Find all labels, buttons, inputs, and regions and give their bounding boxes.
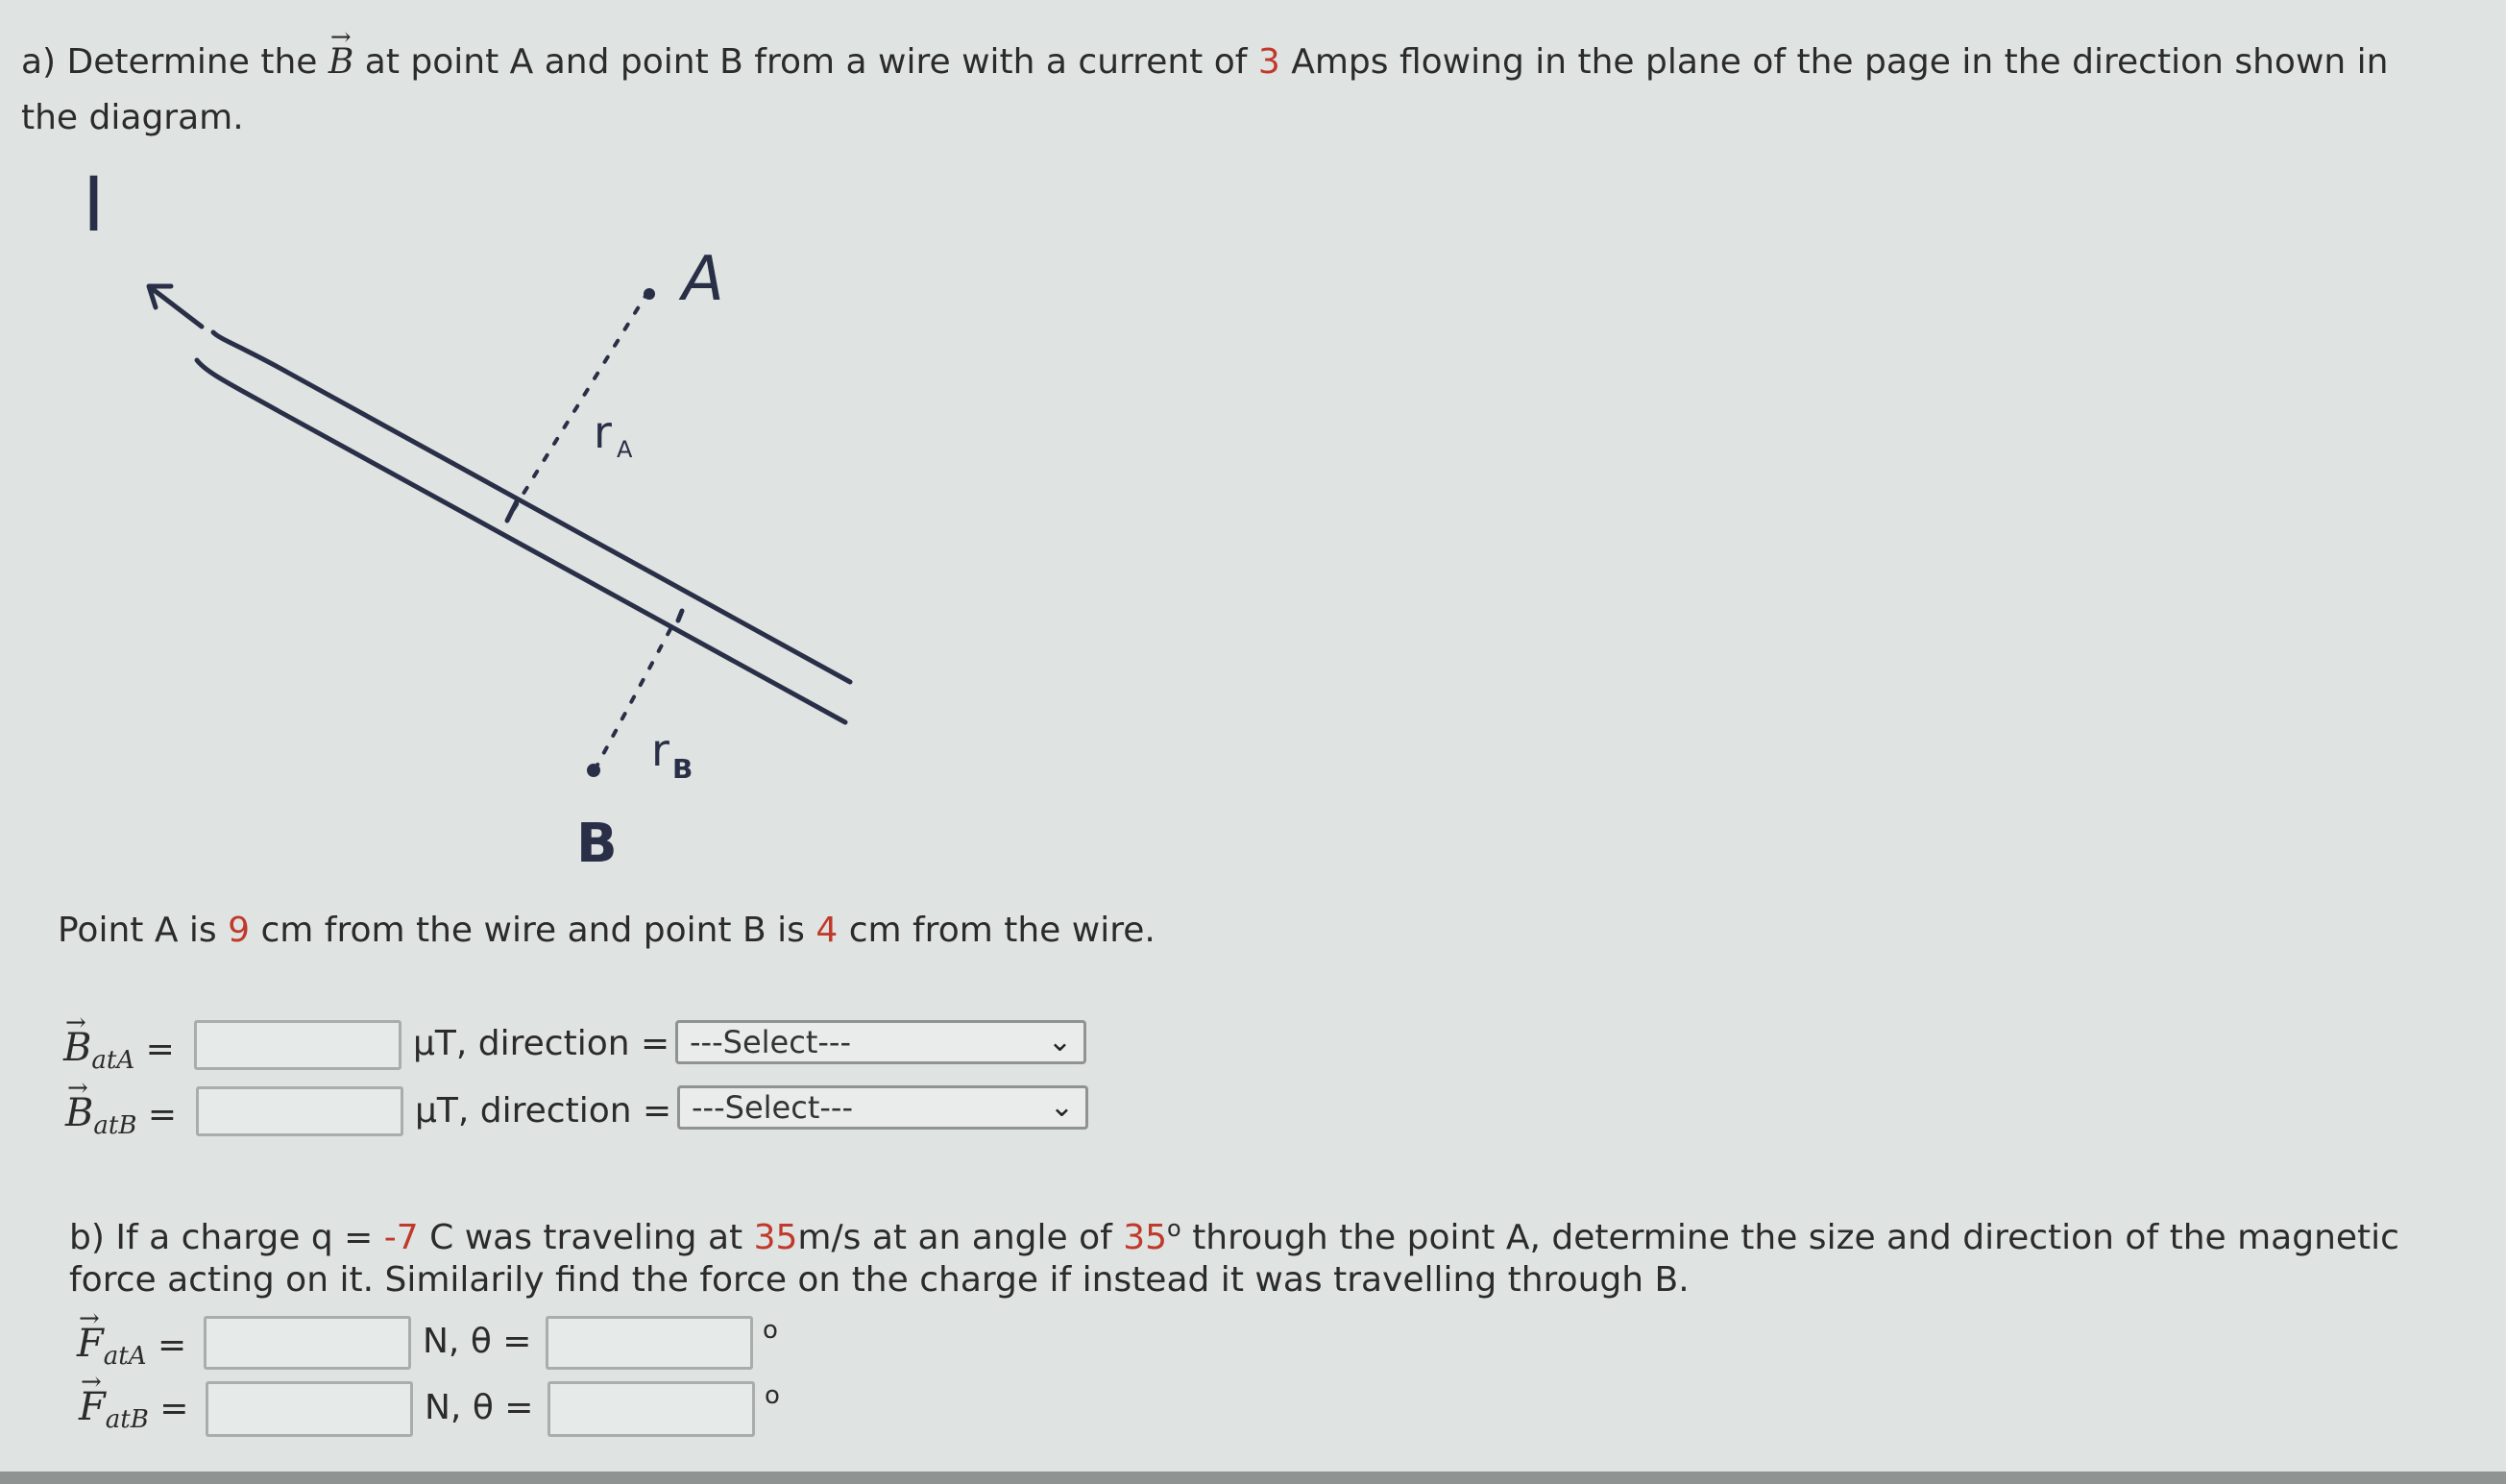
b-vector-symbol: → B bbox=[328, 35, 353, 90]
f-at-b-symbol: → F bbox=[79, 1379, 106, 1435]
f-at-b-degree-symbol: o bbox=[765, 1381, 780, 1410]
distances-mid: cm from the wire and point B is bbox=[260, 911, 805, 950]
b-at-b-symbol: → B bbox=[65, 1085, 93, 1141]
point-b-dot bbox=[587, 764, 600, 777]
f-at-a-unit: N, θ = bbox=[423, 1322, 532, 1361]
f-at-b-magnitude-input[interactable] bbox=[206, 1381, 413, 1437]
f-at-b-unit: N, θ = bbox=[425, 1388, 534, 1427]
question-a-intro: a) Determine the bbox=[21, 42, 318, 82]
f-at-a-degree-symbol: o bbox=[763, 1316, 778, 1345]
b-at-a-direction-select[interactable] bbox=[675, 1020, 1086, 1064]
point-a-dot bbox=[644, 288, 655, 300]
b-at-b-subscript: atB bbox=[93, 1111, 137, 1140]
chevron-down-icon: ⌄ bbox=[1047, 1025, 1072, 1058]
f-at-a-symbol: → F bbox=[77, 1316, 104, 1372]
question-a-rest: Amps flowing in the plane of the page in the direction shown in bbox=[1291, 42, 2389, 82]
question-a bbox=[21, 35, 2480, 90]
b-at-a-subscript: atA bbox=[91, 1046, 135, 1075]
f-at-a-equals: = bbox=[157, 1326, 187, 1365]
f-at-b-label bbox=[79, 1379, 188, 1448]
question-b-intro: b) If a charge q = bbox=[69, 1218, 374, 1257]
f-at-b-subscript: atB bbox=[105, 1405, 149, 1434]
speed-value: 35 bbox=[753, 1218, 798, 1257]
distance-a-value: 9 bbox=[228, 911, 251, 950]
ra-label: r bbox=[594, 406, 612, 458]
question-b-p3: m/s at an angle of bbox=[797, 1218, 1112, 1257]
current-arrow bbox=[149, 286, 202, 327]
current-label: I bbox=[83, 163, 106, 249]
distances-sentence bbox=[58, 903, 1156, 959]
b-at-b-unit: μT, direction = bbox=[415, 1091, 672, 1131]
question-b-p4: through the point A, determine the size and direction of the magnetic bbox=[1192, 1218, 2399, 1257]
point-a-label: A bbox=[682, 244, 724, 315]
b-at-a-unit: μT, direction = bbox=[413, 1024, 670, 1063]
question-b-p2: C was traveling at bbox=[429, 1218, 743, 1257]
f-at-b-equals: = bbox=[159, 1389, 189, 1428]
rb-label: r bbox=[651, 724, 669, 776]
f-at-b-angle-input[interactable] bbox=[547, 1381, 755, 1437]
wire-upper-stroke bbox=[213, 332, 850, 682]
b-at-b-direction-select[interactable] bbox=[677, 1085, 1088, 1130]
page-bottom-edge bbox=[0, 1472, 2506, 1484]
wire-lower-stroke bbox=[197, 360, 845, 722]
b-at-a-input[interactable] bbox=[194, 1020, 401, 1070]
question-a-line2: the diagram. bbox=[21, 98, 244, 137]
charge-value: -7 bbox=[383, 1218, 419, 1257]
question-b-line2: force acting on it. Similarily find the force on the charge if instead it was travelling through B. bbox=[69, 1260, 1690, 1300]
rb-tick bbox=[678, 611, 682, 620]
b-at-b-input[interactable] bbox=[196, 1086, 403, 1136]
b-at-a-select-value: ---Select--- bbox=[690, 1024, 851, 1060]
angle-degree-symbol: o bbox=[1167, 1215, 1181, 1242]
ra-dotted-line bbox=[514, 296, 645, 509]
b-at-b-label bbox=[65, 1085, 177, 1154]
f-at-a-subscript: atA bbox=[103, 1342, 147, 1371]
rb-subscript: B bbox=[672, 753, 693, 785]
angle-value: 35 bbox=[1123, 1218, 1168, 1257]
distances-pre: Point A is bbox=[58, 911, 217, 950]
b-at-a-symbol: → B bbox=[63, 1020, 91, 1076]
f-at-a-magnitude-input[interactable] bbox=[204, 1316, 411, 1370]
f-at-a-angle-input[interactable] bbox=[546, 1316, 753, 1370]
b-at-b-select-value: ---Select--- bbox=[692, 1089, 853, 1126]
ra-subscript: A bbox=[617, 436, 633, 463]
question-a-mid: at point A and point B from a wire with a current of bbox=[364, 42, 1248, 82]
distance-b-value: 4 bbox=[815, 911, 839, 950]
b-at-b-equals: = bbox=[147, 1095, 178, 1134]
chevron-down-icon: ⌄ bbox=[1049, 1090, 1074, 1124]
wire-diagram bbox=[0, 163, 922, 893]
point-b-label: B bbox=[576, 813, 618, 875]
b-at-a-equals: = bbox=[145, 1030, 175, 1069]
distances-post: cm from the wire. bbox=[848, 911, 1156, 950]
current-value: 3 bbox=[1257, 42, 1280, 82]
